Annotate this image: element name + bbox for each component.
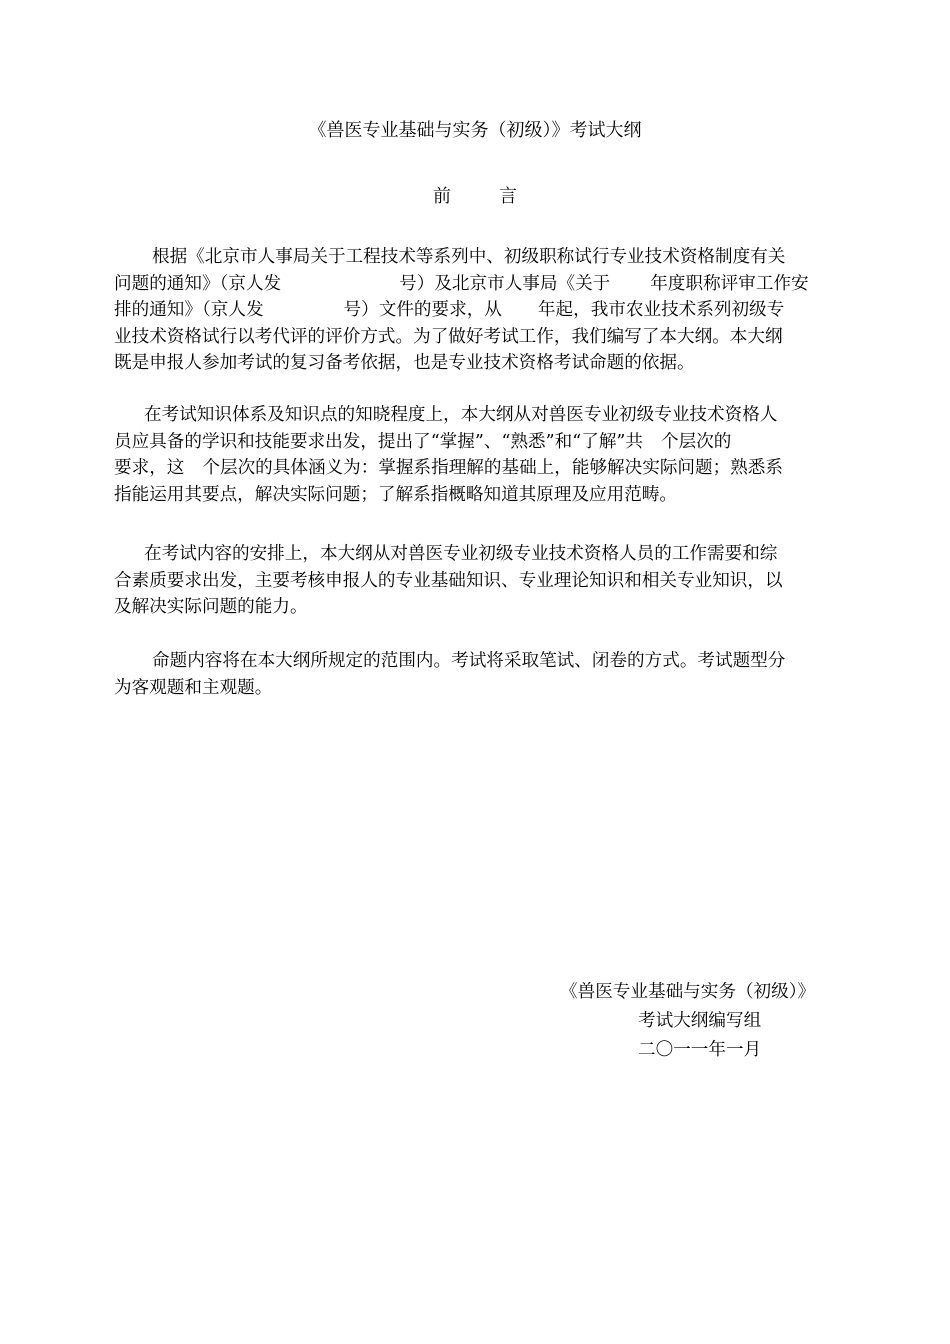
document-title: 《兽医专业基础与实务（初级）》考试大纲	[308, 120, 642, 141]
paragraph-line: 在考试内容的安排上，本大纲从对兽医专业初级专业技术资格人员的工作需要和综	[144, 544, 778, 564]
preface-paragraph-3	[114, 541, 838, 621]
paragraph-line: 合素质要求出发，主要考核申报人的专业基础知识、专业理论知识和相关专业知识，以	[114, 570, 783, 591]
paragraph-line	[114, 429, 838, 456]
paragraph-line	[114, 271, 838, 298]
paragraph-fragment: 要求，这	[114, 458, 185, 478]
paragraph-line: 命题内容将在本大纲所规定的范围内。考试将采取笔试、闭卷的方式。考试题型分	[152, 651, 786, 671]
paragraph-line: 在考试知识体系及知识点的知晓程度上，本大纲从对兽医专业初级专业技术资格人	[144, 405, 778, 425]
signature-date: 二〇一一年一月	[638, 1040, 762, 1060]
paragraph-fragment: 年起，我市农业技术系列初级专	[537, 300, 785, 320]
paragraph-line: 根据《北京市人事局关于工程技术等系列中、初级职称试行专业技术资格制度有关	[152, 247, 786, 267]
paragraph-line: 既是申报人参加考试的复习备考依据，也是专业技术资格考试命题的依据。	[114, 353, 695, 373]
paragraph-fragment: 年度职称评审工作安	[650, 273, 809, 294]
paragraph-fragment: 号）文件的要求，从	[343, 300, 502, 320]
paragraph-fragment: 个层次的	[661, 431, 732, 452]
signature-group: 考试大纲编写组	[638, 1011, 762, 1031]
preface-paragraph-2	[114, 402, 838, 508]
signature-block	[560, 978, 860, 1065]
paragraph-fragment: 问题的通知》（京人发	[114, 273, 282, 294]
preface-paragraph-1	[114, 244, 838, 377]
section-heading-preface	[0, 184, 950, 210]
section-heading-char-1: 前	[433, 186, 451, 207]
paragraph-line	[114, 455, 838, 482]
preface-paragraph-4	[114, 648, 838, 701]
paragraph-fragment: 号）及北京市人事局《关于	[399, 273, 611, 294]
paragraph-fragment: 个层次的具体涵义为：掌握系指理解的基础上，能够解决实际问题；熟悉系	[202, 458, 783, 478]
paragraph-line: 为客观题和主观题。	[114, 677, 273, 698]
paragraph-line: 指能运用其要点，解决实际问题；了解系指概略知道其原理及应用范畴。	[114, 484, 678, 505]
signature-book-title: 《兽医专业基础与实务（初级）》	[560, 982, 816, 1002]
section-heading-char-2: 言	[499, 186, 517, 207]
paragraph-line: 及解决实际问题的能力。	[114, 597, 308, 617]
paragraph-line: 业技术资格试行以考代评的评价方式。为了做好考试工作，我们编写了本大纲。本大纲	[114, 326, 783, 347]
paragraph-fragment: 排的通知》（京人发	[114, 300, 264, 320]
paragraph-line	[114, 297, 838, 324]
paragraph-fragment: 员应具备的学识和技能要求出发，提出了“掌握”、“熟悉”和“了解”共	[114, 431, 644, 452]
